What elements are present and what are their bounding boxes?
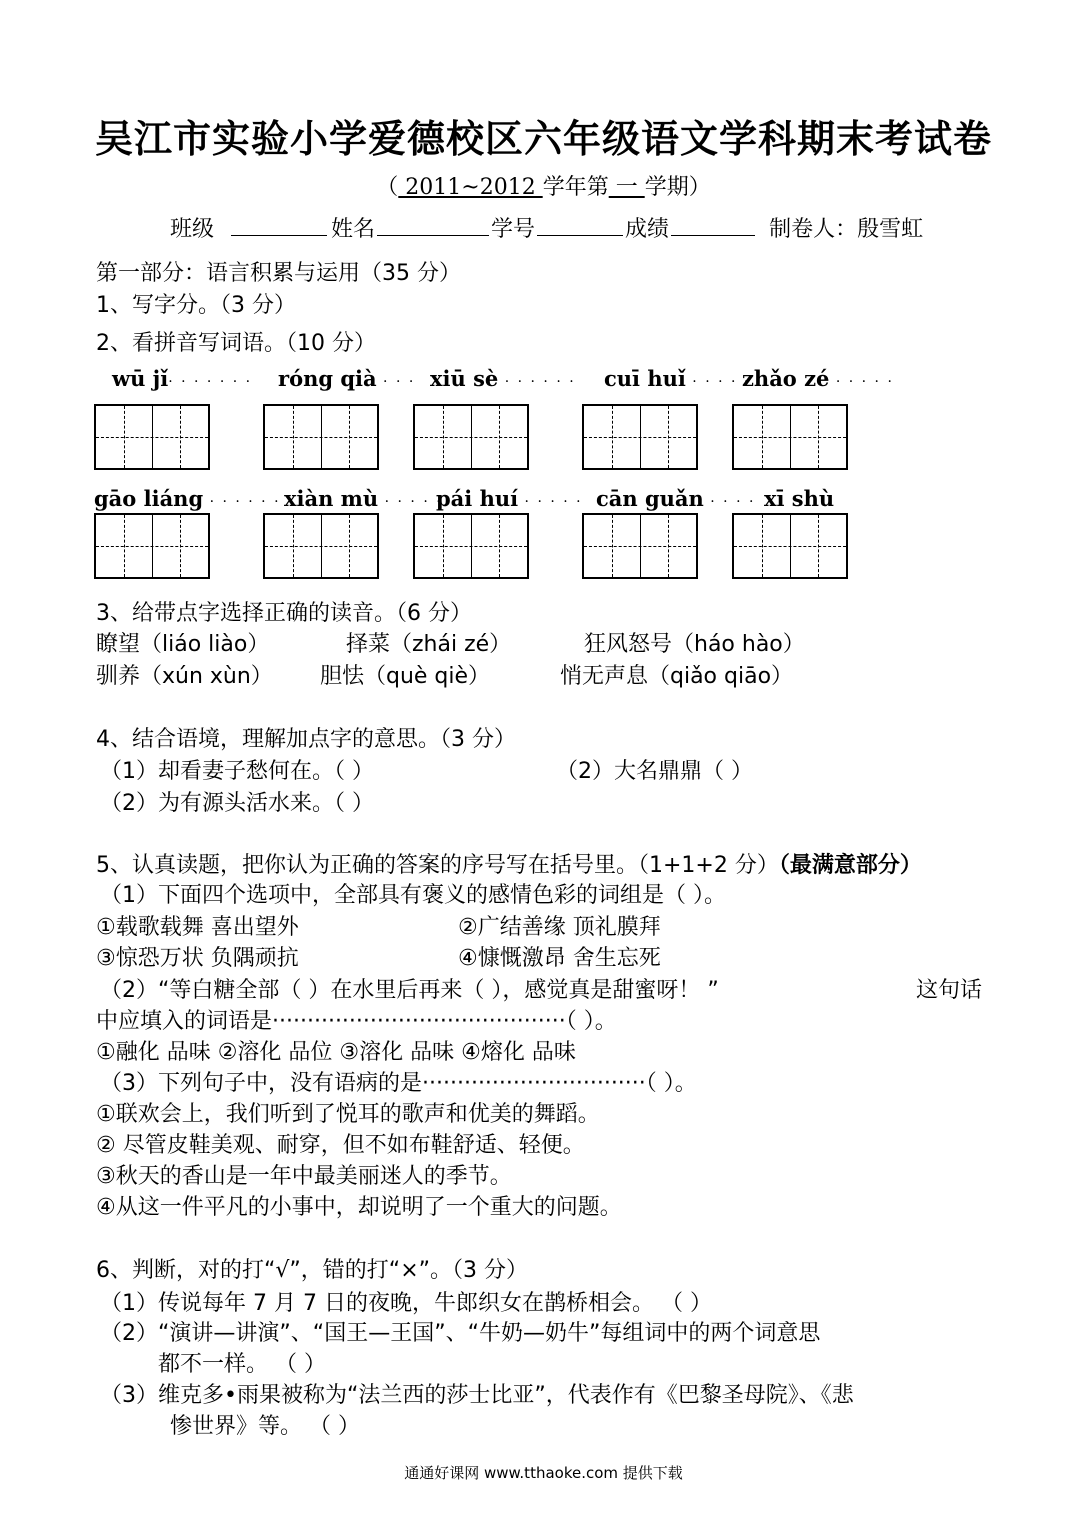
writing-grid-10[interactable] <box>732 513 848 579</box>
writing-grid-4[interactable] <box>582 404 698 470</box>
number-label: 学号 <box>491 217 536 242</box>
writing-grid-6[interactable] <box>94 513 210 579</box>
q6-line-3: 都不一样。 （ ） <box>158 1352 326 1377</box>
q4-item-2: （2）大名鼎鼎（ ） <box>556 759 753 784</box>
q5-line-3: 中应填入的词语是··········································（ ）。 <box>96 1009 617 1034</box>
term: 一 <box>608 175 645 200</box>
writing-grid-3[interactable] <box>413 404 529 470</box>
q5-note: （最满意部分） <box>778 853 922 878</box>
q5-option-1: ①载歌载舞 喜出望外 <box>96 915 299 940</box>
q5-option-2: ②广结善缘 顶礼膜拜 <box>458 915 661 940</box>
pinyin-4: cuī huǐ · · · · · <box>604 366 751 391</box>
subtitle-mid: 学年第 <box>542 175 609 200</box>
pinyin-1: wū jǐ· · · · · · · <box>112 366 253 391</box>
q5-option-4: ④慷慨激昂 舍生忘死 <box>458 946 661 971</box>
q5-options-2: ①融化 品味 ②溶化 品位 ③溶化 品味 ④熔化 品味 <box>96 1040 576 1065</box>
author: 制卷人：殷雪虹 <box>769 217 924 242</box>
school-years: 2011~2012 <box>398 175 543 200</box>
q1-heading: 1、写字分。（3 分） <box>96 293 296 318</box>
pinyin-9: cān guǎn · · · · <box>596 486 756 511</box>
q5-line-4: （3）下列句子中，没有语病的是································（ ）。 <box>100 1071 697 1096</box>
pinyin-6: gāo liáng · · · · · · <box>94 486 281 511</box>
q5-sentence-3: ③秋天的香山是一年中最美丽迷人的季节。 <box>96 1164 512 1189</box>
q3-item-4: 驯养（xún xùn） <box>96 664 273 689</box>
writing-grid-9[interactable] <box>582 513 698 579</box>
q5-line-1: （1）下面四个选项中，全部具有褒义的感情色彩的词组是（ ）。 <box>100 883 726 908</box>
class-blank[interactable] <box>231 215 327 236</box>
q5-sentence-1: ①联欢会上，我们听到了悦耳的歌声和优美的舞蹈。 <box>96 1102 600 1127</box>
subtitle-open: （ <box>376 175 399 200</box>
writing-grid-5[interactable] <box>732 404 848 470</box>
q4-item-3: （2）为有源头活水来。（ ） <box>100 791 374 816</box>
q6-line-4: （3）维克多•雨果被称为“法兰西的莎士比亚”，代表作有《巴黎圣母院》、《悲 <box>100 1383 854 1408</box>
q5-line-2-end: 这句话 <box>916 978 983 1003</box>
q3-heading: 3、给带点字选择正确的读音。（6 分） <box>96 601 472 626</box>
pinyin-2: róng qià · · · <box>278 366 416 391</box>
score-blank[interactable] <box>671 215 755 236</box>
q4-heading: 4、结合语境，理解加点字的意思。（3 分） <box>96 727 516 752</box>
pinyin-3: xiū sè · · · · · · <box>430 366 576 391</box>
class-label: 班级 <box>170 217 215 242</box>
q5-sentence-2: ② 尽管皮鞋美观、耐穿，但不如布鞋舒适、轻便。 <box>96 1133 585 1158</box>
q6-line-5: 惨世界》等。 （ ） <box>170 1414 360 1439</box>
q6-line-1: （1）传说每年 7 月 7 日的夜晚，牛郎织女在鹊桥相会。 （ ） <box>100 1291 712 1316</box>
part1-heading: 第一部分：语言积累与运用（35 分） <box>96 261 461 286</box>
subtitle-end: 学期） <box>644 175 711 200</box>
writing-grid-7[interactable] <box>263 513 379 579</box>
score-label: 成绩 <box>625 217 670 242</box>
name-label: 姓名 <box>331 217 376 242</box>
q5-sentence-4: ④从这一件平凡的小事中，却说明了一个重大的问题。 <box>96 1195 622 1220</box>
writing-grid-1[interactable] <box>94 404 210 470</box>
q4-item-1: （1）却看妻子愁何在。（ ） <box>100 759 374 784</box>
q3-item-1: 瞭望（liáo liào） <box>96 632 270 657</box>
name-blank[interactable] <box>377 215 489 236</box>
q5-line-2: （2）“等白糖全部（ ）在水里后再来（ ），感觉真是甜蜜呀！ ” <box>100 978 719 1003</box>
pinyin-10: xī shù <box>764 486 835 511</box>
q3-item-3: 狂风怒号（háo hào） <box>584 632 805 657</box>
q3-item-6: 悄无声息（qiǎo qiāo） <box>560 664 794 689</box>
q3-item-2: 择菜（zhái zé） <box>346 632 512 657</box>
q5-option-3: ③惊恐万状 负隅顽抗 <box>96 946 299 971</box>
q6-heading: 6、判断，对的打“√”，错的打“×”。（3 分） <box>96 1258 529 1283</box>
q2-heading: 2、看拼音写词语。（10 分） <box>96 331 376 356</box>
number-blank[interactable] <box>537 215 623 236</box>
q3-item-5: 胆怯（què qiè） <box>320 664 491 689</box>
footer-credit: 通通好课网 www.tthaoke.com 提供下载 <box>404 1464 683 1482</box>
student-info-row <box>170 212 923 243</box>
q6-line-2: （2）“演讲—讲演”、“国王—王国”、“牛奶—奶牛”每组词中的两个词意思 <box>100 1321 821 1346</box>
q5-heading: 5、认真读题，把你认为正确的答案的序号写在括号里。（1+1+2 分）（最满意部分） <box>96 853 922 878</box>
pinyin-5: zhǎo zé · · · · · <box>742 366 894 391</box>
writing-grid-2[interactable] <box>263 404 379 470</box>
exam-subtitle <box>0 170 1087 201</box>
pinyin-7: xiàn mù · · · · · <box>284 486 443 511</box>
exam-title: 吴江市实验小学爱德校区六年级语文学科期末考试卷 <box>94 117 992 161</box>
pinyin-8: pái huí · · · · · <box>436 486 583 511</box>
writing-grid-8[interactable] <box>413 513 529 579</box>
